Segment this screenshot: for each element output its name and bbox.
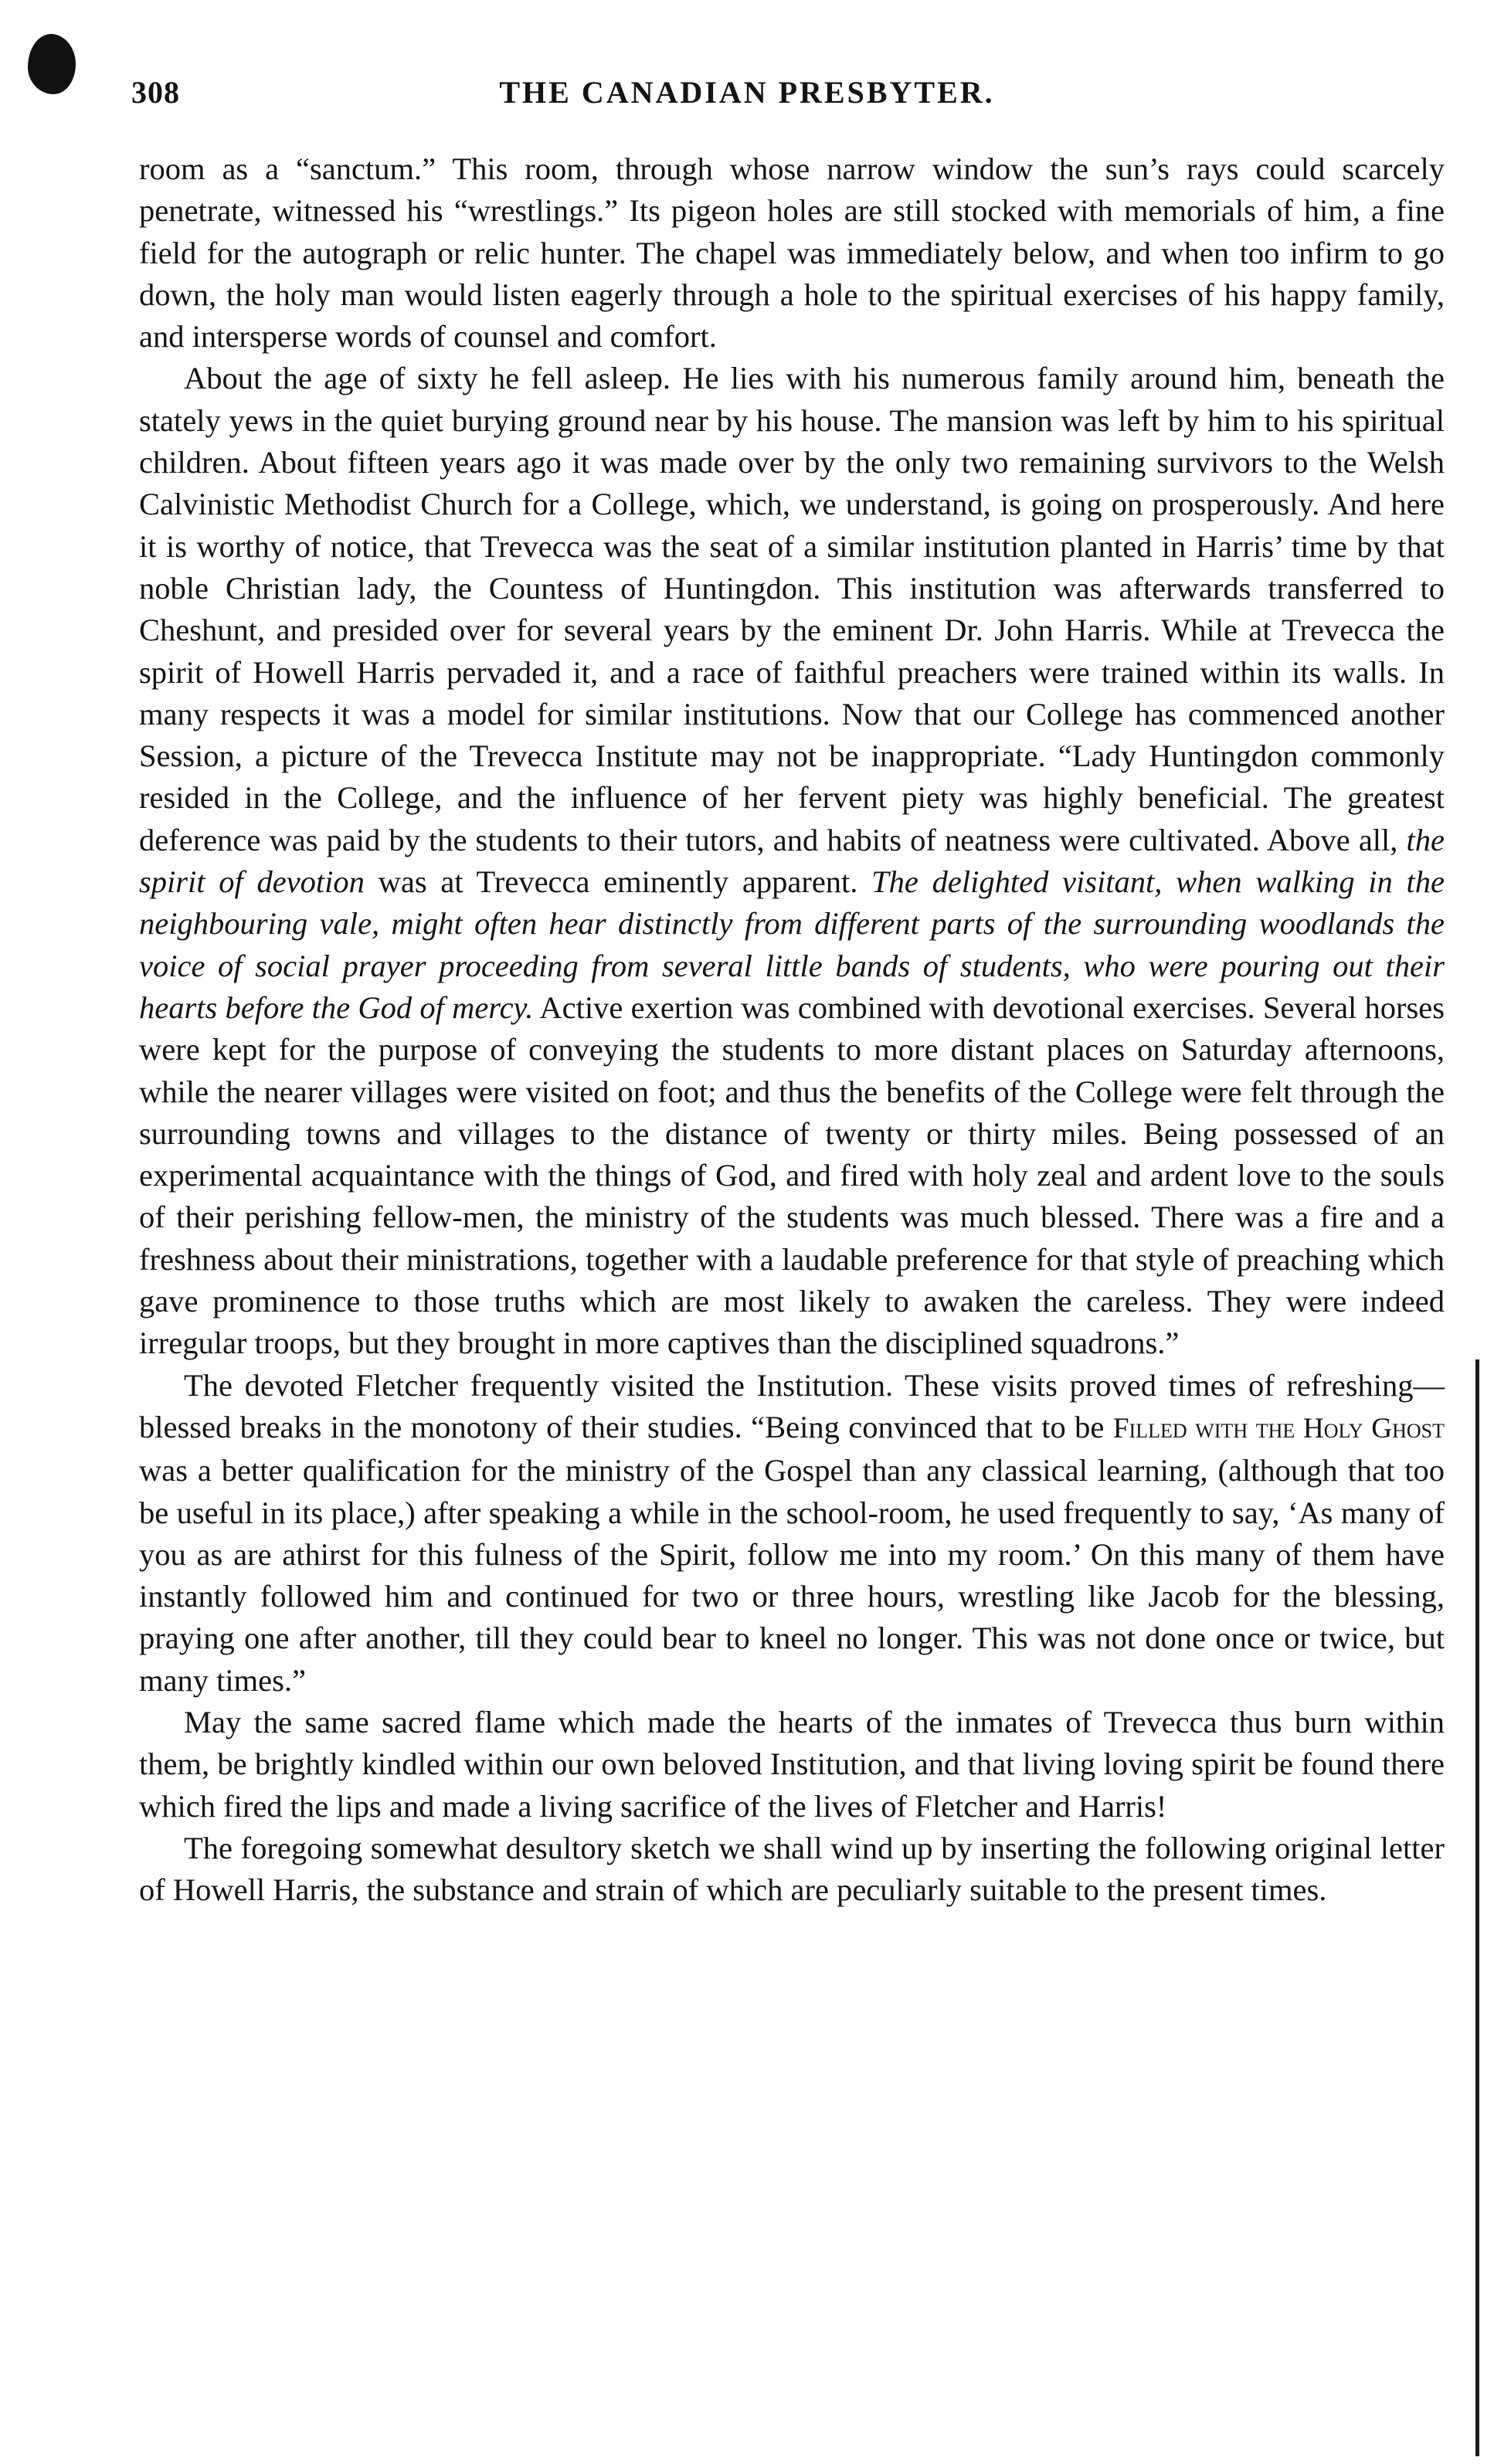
paragraph-2-text-c: Active exertion was combined with devotional exercises. Several horses were kept for the purpose of conveying the students to more distant places on Saturday afternoons, while the nearer villages were visited on foot; and thus the benefits of the College were felt through the surrounding towns and villages to the distance of twenty or thirty miles. Being possessed of an experimental acquaintance with the things of God, and fired with holy zeal and ardent love to the souls of their perishing fellow-men, the ministry of the students was much blessed. There was a fire and a freshness about their ministrations, together with a laudable preference for that style of preaching which gave prominence to those truths which are most likely to awaken the careless. They were indeed irregular troops, but they brought in more captives than the disciplined squadrons.” <box>139 989 1445 1361</box>
paragraph-5: The foregoing somewhat desultory sketch we shall wind up by inserting the following original letter of Howell Harris, the substance and strain of which are peculiarly suitable to the present times. <box>139 1830 1445 1908</box>
page-number: 308 <box>131 75 180 110</box>
article-body <box>139 148 1445 1911</box>
paragraph-3 <box>139 1365 1445 1702</box>
paragraph-4: May the same sacred flame which made the hearts of the inmates of Trevecca thus burn within them, be brightly kindled within our own beloved Institution, and that living loving spirit be found there which fired the lips and made a living sacrifice of the lives of Fletcher and Harris! <box>139 1704 1445 1824</box>
paragraph-3-text-a: The devoted Fletcher frequently visited the Institution. These visits proved times of refreshing—blessed breaks in the monotony of their studies. “Being convinced that to be <box>139 1367 1445 1444</box>
running-title: THE CANADIAN PRESBYTER. <box>499 75 995 110</box>
paragraph-3-smallcaps: Filled with the Holy Ghost <box>1112 1412 1445 1444</box>
margin-rule <box>1475 1359 1479 2456</box>
paragraph-2-italic-visitant: The delighted visitant, when walking in the neighbouring vale, might often hear distinctly from different parts of the surrounding woodlands the voice of social prayer proceeding from several little bands of students, who were pouring out their hearts before the God of mercy. <box>139 864 1445 1025</box>
paragraph-2-text-a: About the age of sixty he fell asleep. He lies with his numerous family around him, beneath the stately yews in the quiet burying ground near by his house. The mansion was left by him to his spiritual children. About fifteen years ago it was made over by the only two remaining survivors to the Welsh Calvinistic Methodist Church for a College, which, we understand, is going on prosperously. And here it is worthy of notice, that Trevecca was the seat of a similar institution planted in Harris’ time by that noble Christian lady, the Countess of Huntingdon. This institution was afterwards transferred to Cheshunt, and presided over for several years by the eminent Dr. John Harris. While at Trevecca the spirit of Howell Harris pervaded it, and a race of faithful preachers were trained within its walls. In many respects it was a model for similar institutions. Now that our College has commenced another Session, a picture of the Trevecca Institute may not be inappropriate. “Lady Huntingdon commonly resided in the College, and the influence of her fervent piety was highly beneficial. The greatest deference was paid by the students to their tutors, and habits of neatness were cultivated. Above all, <box>139 361 1445 857</box>
paragraph-1: room as a “sanctum.” This room, through whose narrow window the sun’s rays could scarcely penetrate, witnessed his “wrestlings.” Its pigeon holes are still stocked with memorials of him, a fine field for the autograph or relic hunter. The chapel was immediately below, and when too infirm to go down, the holy man would listen eagerly through a hole to the spiritual exercises of his happy family, and intersperse words of counsel and comfort. <box>139 151 1445 355</box>
paragraph-2-text-b: was at Trevecca eminently apparent. <box>364 864 872 900</box>
paragraph-3-text-b: was a better qualification for the ministry of the Gospel than any classical learning, (although that too be useful in its place,) after speaking a while in the school-room, he used frequently to say, ‘As many of you as are athirst for this fulness of the Spirit, follow me into my room.’ On this many of them have instantly followed him and continued for two or three hours, wrestling like Jacob for the blessing, praying one after another, till they could bear to kneel no longer. This was not done once or twice, but many times.” <box>139 1453 1445 1698</box>
paragraph-2 <box>139 358 1445 1364</box>
paragraph-2-italic-devotion: the spirit of devotion <box>139 822 1445 900</box>
